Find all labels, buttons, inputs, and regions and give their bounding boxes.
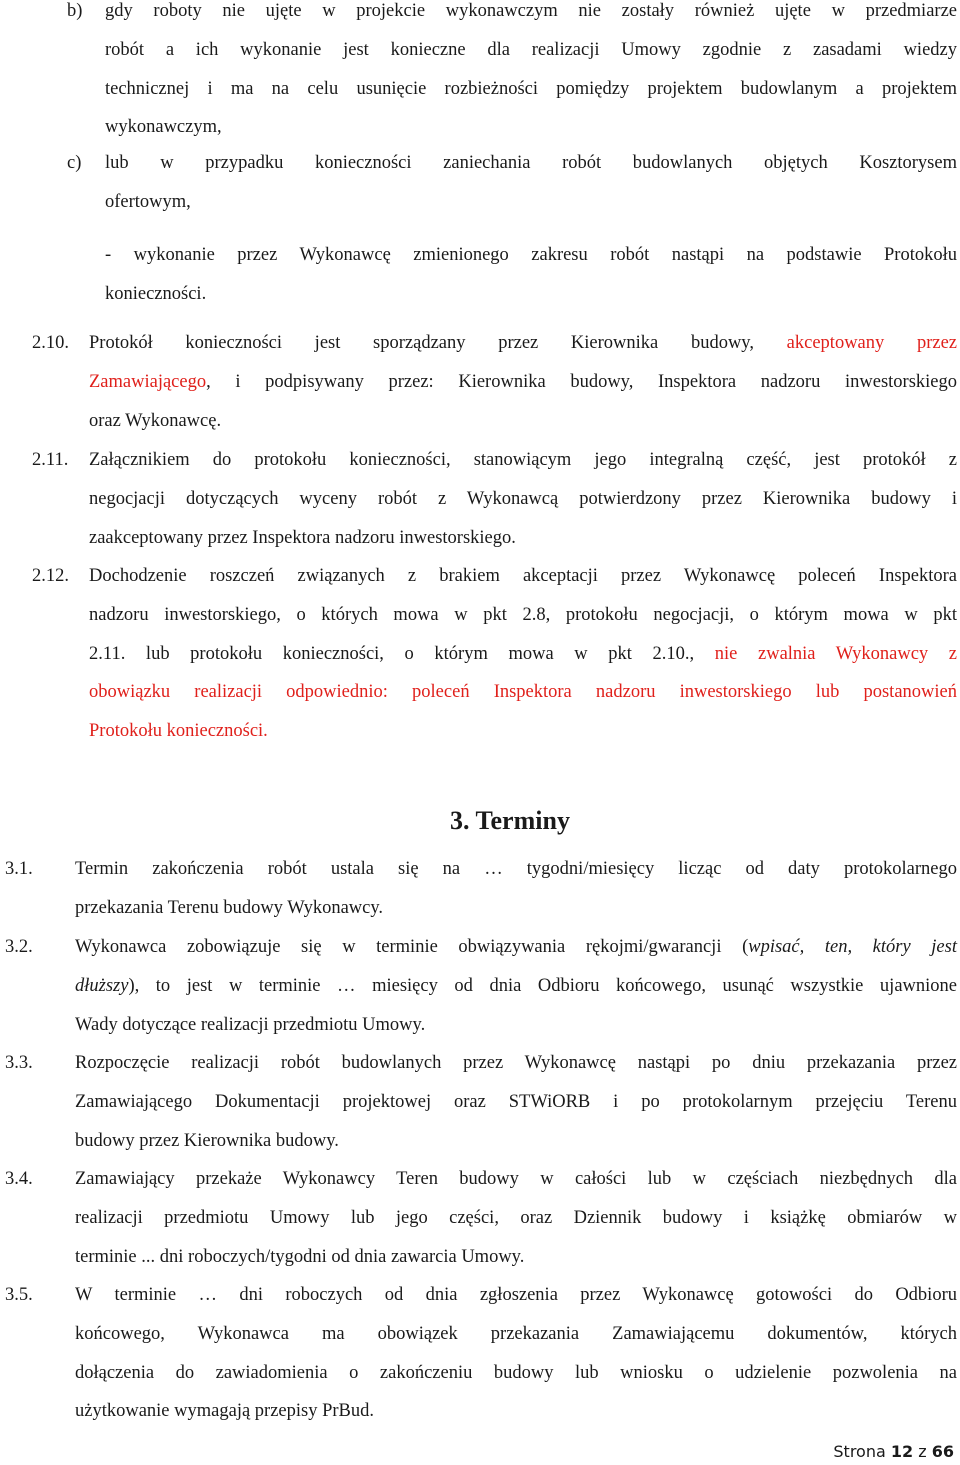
text-line: nadzoru inwestorskiego, o których mowa w pkt 2.8, protokołu negocjacji, o którym mowa w pkt (89, 604, 957, 625)
footer-separator: z (918, 1442, 927, 1461)
text-line: ofertowym, (105, 191, 191, 212)
paragraph-3-5 (5, 1276, 957, 1431)
text-span: Wykonawca zobowiązuje się w terminie obwiązywania rękojmi/gwarancji ( (75, 937, 749, 957)
text-line (89, 363, 957, 402)
list-item-b (67, 0, 957, 147)
text-line: Zamawiającego Dokumentacji projektowej oraz STWiORB i po protokolarnym przejęciu Terenu (75, 1091, 957, 1112)
text-line: Załącznikiem do protokołu konieczności, stanowiącym jego integralną część, jest protokół z (89, 450, 957, 470)
highlighted-text: obowiązku realizacji odpowiednio: poleceń Inspektora nadzoru inwestorskiego lub postanowień (89, 682, 957, 703)
dash-paragraph (105, 236, 957, 314)
highlighted-text: akceptowany przez (786, 333, 957, 353)
text-line (89, 324, 957, 363)
text-line (75, 928, 957, 967)
text-line: Wady dotyczące realizacji przedmiotu Umowy. (75, 1014, 426, 1035)
text-line: oraz Wykonawcę. (89, 410, 222, 431)
paragraph-number: 3.5. (5, 1285, 33, 1305)
highlighted-text: Zamawiającego (89, 371, 207, 392)
text-line: użytkowanie wymagają przepisy PrBud. (75, 1401, 375, 1422)
paragraph-3-2 (5, 928, 957, 1044)
text-line: zaakceptowany przez Inspektora nadzoru inwestorskiego. (89, 527, 516, 548)
text-line: technicznej i ma na celu usunięcie rozbieżności pomiędzy projektem budowlanym a projektem (105, 78, 957, 99)
text-line: konieczności. (105, 283, 207, 304)
text-line: negocjacji dotyczących wyceny robót z Wykonawcą potwierdzony przez Kierownika budowy i (89, 488, 957, 509)
paragraph-number: 2.10. (32, 333, 69, 353)
text-line: Termin zakończenia robót ustala się na … tygodni/miesięcy licząc od daty protokolarnego (75, 859, 957, 879)
text-line: dołączenia do zawiadomienia o zakończeniu budowy lub wniosku o udzielenie pozwolenia na (75, 1362, 957, 1383)
text-line (89, 635, 957, 674)
total-pages: 66 (931, 1442, 954, 1461)
item-label: c) (67, 153, 82, 173)
paragraph-3-3 (5, 1044, 957, 1160)
current-page: 12 (890, 1442, 914, 1461)
paragraph-number: 2.12. (32, 566, 69, 586)
text-line: przekazania Terenu budowy Wykonawcy. (75, 897, 384, 918)
text-line: Rozpoczęcie realizacji robót budowlanych przez Wykonawcę nastąpi po dniu przekazania przez (75, 1053, 957, 1073)
text-line: Dochodzenie roszczeń związanych z brakiem akceptacji przez Wykonawcę poleceń Inspektora (89, 566, 957, 586)
text-line: gdy roboty nie ujęte w projekcie wykonawczym nie zostały również ujęte w przedmiarze (105, 1, 957, 21)
text-line: końcowego, Wykonawca ma obowiązek przekazania Zamawiającemu dokumentów, których (75, 1323, 957, 1344)
text-line (75, 967, 957, 1006)
text-line: robót a ich wykonanie jest konieczne dla realizacji Umowy zgodnie z zasadami wiedzy (105, 39, 957, 60)
highlighted-text: Protokołu konieczności. (89, 721, 268, 742)
text-line: budowy przez Kierownika budowy. (75, 1130, 339, 1151)
paragraph-3-4 (5, 1160, 957, 1276)
paragraph-2-10 (32, 324, 957, 440)
text-span: , i podpisywany przez: Kierownika budowy, Inspektora nadzoru inwestorskiego (206, 371, 957, 392)
text-line: wykonawczym, (105, 117, 222, 138)
paragraph-number: 3.2. (5, 937, 33, 957)
paragraph-number: 2.11. (32, 450, 69, 470)
paragraph-2-12 (32, 557, 957, 751)
text-line: - wykonanie przez Wykonawcę zmienionego zakresu robót nastąpi na podstawie Protokołu (105, 245, 957, 265)
paragraph-2-11 (32, 441, 957, 557)
italic-text: dłuższy (75, 975, 129, 996)
italic-text: wpisać, ten, który jest (748, 937, 957, 957)
paragraph-3-1 (5, 850, 957, 928)
text-line: lub w przypadku konieczności zaniechania robót budowlanych objętych Kosztorysem (105, 153, 957, 173)
text-line: realizacji przedmiotu Umowy lub jego części, oraz Dziennik budowy i książkę obmiarów w (75, 1207, 957, 1228)
list-item-c (67, 144, 957, 222)
footer-prefix: Strona (833, 1442, 886, 1461)
section-heading: 3. Terminy (450, 806, 570, 835)
page-number-footer (833, 1442, 954, 1461)
paragraph-number: 3.4. (5, 1169, 33, 1189)
text-span: 2.11. lub protokołu konieczności, o którym mowa w pkt 2.10., (89, 643, 695, 664)
highlighted-text: nie zwalnia Wykonawcy z (714, 643, 958, 664)
paragraph-number: 3.1. (5, 859, 33, 879)
text-line: terminie ... dni roboczych/tygodni od dnia zawarcia Umowy. (75, 1246, 525, 1267)
item-label: b) (67, 1, 83, 21)
paragraph-number: 3.3. (5, 1053, 33, 1073)
text-span: ), to jest w terminie … miesięcy od dnia Odbioru końcowego, usunąć wszystkie ujawnione (128, 975, 957, 996)
text-line: Zamawiający przekaże Wykonawcy Teren budowy w całości lub w częściach niezbędnych dla (75, 1169, 957, 1189)
text-span: Protokół konieczności jest sporządzany przez Kierownika budowy, (89, 333, 754, 353)
text-line: W terminie … dni roboczych od dnia zgłoszenia przez Wykonawcę gotowości do Odbioru (75, 1285, 957, 1305)
